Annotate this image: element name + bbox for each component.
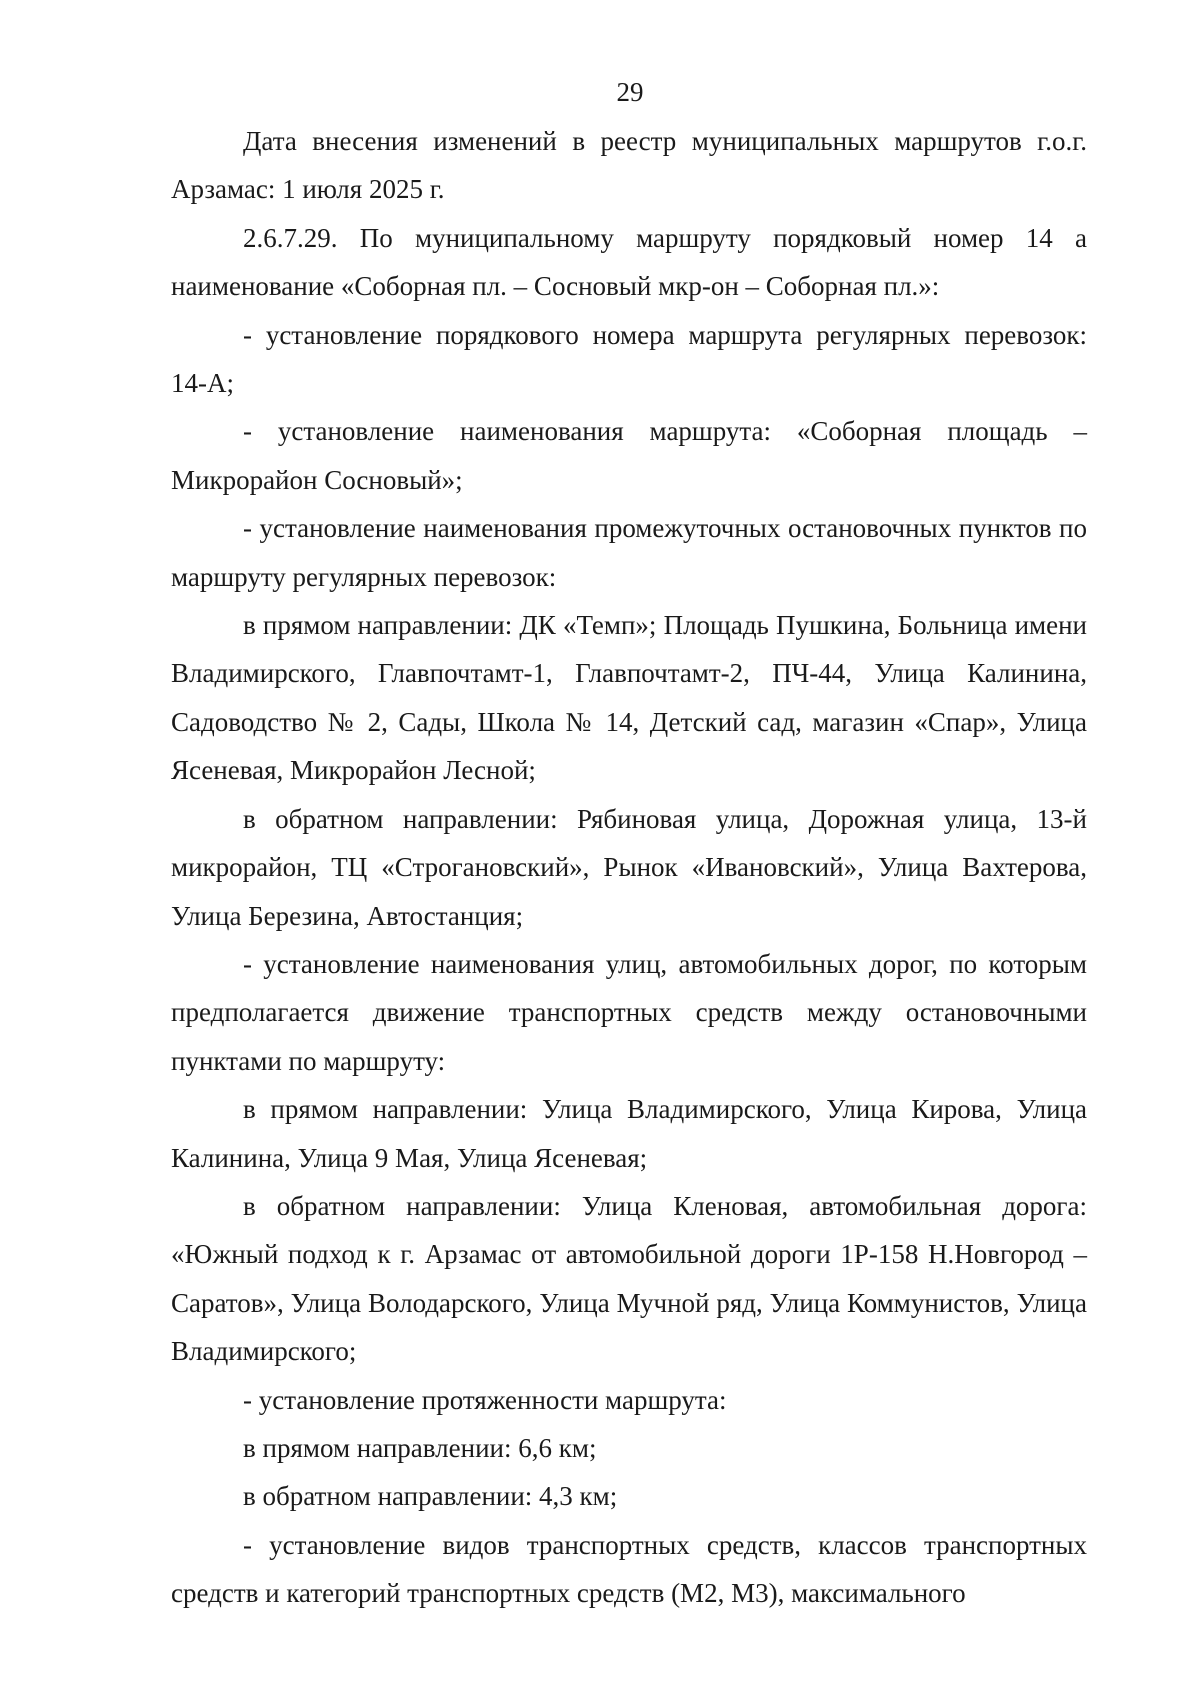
- paragraph-registry-change-date: Дата внесения изменений в реестр муниципальных маршрутов г.о.г. Арзамас: 1 июля 2025 г.: [171, 126, 1087, 205]
- document-body: [171, 117, 1087, 1618]
- paragraph-streets-forward: в прямом направлении: Улица Владимирского, Улица Кирова, Улица Калинина, Улица 9 Мая, Улица Ясеневая;: [171, 1094, 1087, 1173]
- paragraph-stops-forward: в прямом направлении: ДК «Темп»; Площадь Пушкина, Больница имени Владимирского, Главпочтамт-1, Главпочтамт-2, ПЧ-44, Улица Калинина, Садоводство № 2, Сады, Школа № 14, Детский сад, магазин «Спар», Улица Ясеневая, Микрорайон Лесной;: [171, 610, 1087, 786]
- paragraph-route-name: - установление наименования маршрута: «Соборная площадь – Микрорайон Сосновый»;: [171, 416, 1087, 495]
- paragraph-route-number: - установление порядкового номера маршрута регулярных перевозок: 14-А;: [171, 319, 1087, 399]
- paragraph-intermediate-stops: - установление наименования промежуточных остановочных пунктов по маршруту регулярных перевозок:: [171, 513, 1087, 592]
- paragraph-vehicle-types: - установление видов транспортных средств, классов транспортных средств и категорий транспортных средств (М2, М3), максимального: [171, 1529, 1087, 1609]
- paragraph-length-forward: в прямом направлении: 6,6 км;: [243, 1432, 597, 1463]
- paragraph-length-heading: - установление протяженности маршрута:: [243, 1384, 727, 1415]
- paragraph-streets-heading: - установление наименования улиц, автомобильных дорог, по которым предполагается движение транспортных средств между остановочными пунктами по маршруту:: [171, 948, 1087, 1076]
- paragraph-length-reverse: в обратном направлении: 4,3 км;: [243, 1481, 618, 1512]
- paragraph-route-2-6-7-29: 2.6.7.29. По муниципальному маршруту порядковый номер 14 а наименование «Соборная пл. – Сосновый мкр-он – Соборная пл.»:: [171, 222, 1087, 302]
- paragraph-stops-reverse: в обратном направлении: Рябиновая улица, Дорожная улица, 13-й микрорайон, ТЦ «Строгановский», Рынок «Ивановский», Улица Вахтерова, Улица Березина, Автостанция;: [171, 803, 1087, 931]
- paragraph-streets-reverse: в обратном направлении: Улица Кленовая, автомобильная дорога: «Южный подход к г. Арзамас от автомобильной дороги 1Р-158 Н.Новгород – Саратов», Улица Володарского, Улица Мучной ряд, Улица Коммунистов, Улица Владимирского;: [171, 1190, 1087, 1367]
- page-number: 29: [616, 77, 644, 107]
